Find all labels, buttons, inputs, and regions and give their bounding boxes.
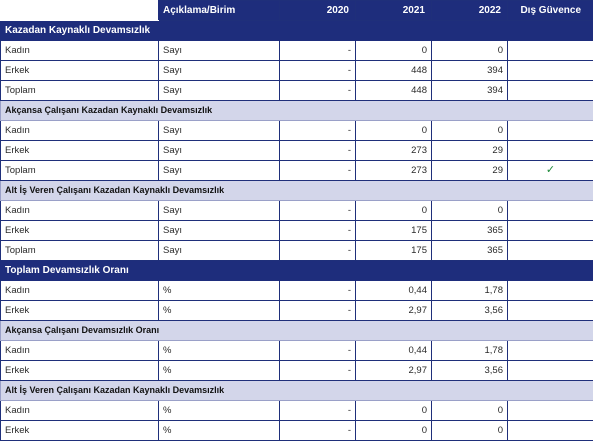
value-2020: -	[280, 221, 356, 241]
value-2022: 29	[432, 161, 508, 181]
table-row	[1, 241, 593, 261]
header-year-2021: 2021	[356, 1, 432, 21]
row-label: Toplam	[1, 81, 159, 101]
external-assurance-check	[508, 61, 593, 81]
value-2022: 3,56	[432, 301, 508, 321]
value-2020: -	[280, 41, 356, 61]
row-unit: Sayı	[159, 141, 280, 161]
external-assurance-check	[508, 81, 593, 101]
section-header-row	[1, 381, 593, 401]
value-2020: -	[280, 361, 356, 381]
value-2022: 0	[432, 41, 508, 61]
value-2021: 0	[356, 41, 432, 61]
value-2021: 2,97	[356, 301, 432, 321]
external-assurance-check	[508, 121, 593, 141]
value-2022: 29	[432, 141, 508, 161]
value-2022: 394	[432, 81, 508, 101]
value-2022: 365	[432, 221, 508, 241]
row-unit: %	[159, 341, 280, 361]
external-assurance-check: ✓	[508, 161, 593, 181]
row-label: Toplam	[1, 161, 159, 181]
external-assurance-check	[508, 201, 593, 221]
table-row	[1, 281, 593, 301]
external-assurance-check	[508, 301, 593, 321]
table-row	[1, 421, 593, 441]
row-label: Erkek	[1, 301, 159, 321]
row-unit: Sayı	[159, 41, 280, 61]
value-2021: 448	[356, 61, 432, 81]
external-assurance-check	[508, 221, 593, 241]
row-unit: Sayı	[159, 121, 280, 141]
row-unit: Sayı	[159, 221, 280, 241]
header-year-2022: 2022	[432, 1, 508, 21]
row-unit: Sayı	[159, 201, 280, 221]
value-2021: 273	[356, 141, 432, 161]
external-assurance-check	[508, 141, 593, 161]
row-unit: %	[159, 361, 280, 381]
value-2022: 1,78	[432, 341, 508, 361]
value-2020: -	[280, 161, 356, 181]
value-2022: 3,56	[432, 361, 508, 381]
value-2022: 0	[432, 401, 508, 421]
table-row	[1, 341, 593, 361]
section-header-row	[1, 261, 593, 281]
value-2022: 0	[432, 201, 508, 221]
value-2021: 2,97	[356, 361, 432, 381]
section-title: Alt İş Veren Çalışanı Kazadan Kaynaklı Devamsızlık	[1, 381, 593, 401]
section-title: Akçansa Çalışanı Kazadan Kaynaklı Devamsızlık	[1, 101, 593, 121]
section-header-row	[1, 181, 593, 201]
external-assurance-check	[508, 241, 593, 261]
external-assurance-check	[508, 361, 593, 381]
table-row	[1, 301, 593, 321]
section-header-row	[1, 321, 593, 341]
table-row	[1, 41, 593, 61]
section-title: Kazadan Kaynaklı Devamsızlık	[1, 21, 593, 41]
table-header-row	[1, 1, 593, 21]
value-2021: 175	[356, 221, 432, 241]
value-2020: -	[280, 121, 356, 141]
row-label: Erkek	[1, 361, 159, 381]
row-unit: Sayı	[159, 81, 280, 101]
external-assurance-check	[508, 41, 593, 61]
table-body	[1, 21, 593, 441]
row-unit: %	[159, 401, 280, 421]
row-unit: %	[159, 281, 280, 301]
value-2020: -	[280, 281, 356, 301]
external-assurance-check	[508, 421, 593, 441]
table-row	[1, 361, 593, 381]
value-2021: 448	[356, 81, 432, 101]
section-title: Akçansa Çalışanı Devamsızlık Oranı	[1, 321, 593, 341]
table-row	[1, 201, 593, 221]
row-label: Erkek	[1, 61, 159, 81]
row-label: Erkek	[1, 221, 159, 241]
row-label: Kadın	[1, 41, 159, 61]
value-2021: 0,44	[356, 281, 432, 301]
table-row	[1, 61, 593, 81]
value-2021: 0	[356, 421, 432, 441]
value-2021: 0	[356, 121, 432, 141]
external-assurance-check	[508, 281, 593, 301]
header-description: Açıklama/Birim	[159, 1, 280, 21]
value-2021: 0,44	[356, 341, 432, 361]
section-title: Toplam Devamsızlık Oranı	[1, 261, 593, 281]
header-external-assurance: Dış Güvence	[508, 1, 593, 21]
row-unit: %	[159, 301, 280, 321]
section-title: Alt İş Veren Çalışanı Kazadan Kaynaklı Devamsızlık	[1, 181, 593, 201]
value-2020: -	[280, 421, 356, 441]
value-2021: 0	[356, 401, 432, 421]
value-2020: -	[280, 401, 356, 421]
row-label: Kadın	[1, 401, 159, 421]
table-row	[1, 401, 593, 421]
value-2020: -	[280, 81, 356, 101]
value-2022: 394	[432, 61, 508, 81]
table-row	[1, 161, 593, 181]
row-unit: Sayı	[159, 161, 280, 181]
row-label: Kadın	[1, 121, 159, 141]
row-label: Erkek	[1, 421, 159, 441]
value-2020: -	[280, 301, 356, 321]
row-unit: Sayı	[159, 241, 280, 261]
value-2021: 273	[356, 161, 432, 181]
row-unit: Sayı	[159, 61, 280, 81]
table-row	[1, 121, 593, 141]
table-row	[1, 81, 593, 101]
value-2021: 0	[356, 201, 432, 221]
header-year-2020: 2020	[280, 1, 356, 21]
value-2020: -	[280, 61, 356, 81]
row-label: Kadın	[1, 341, 159, 361]
row-label: Erkek	[1, 141, 159, 161]
value-2022: 1,78	[432, 281, 508, 301]
value-2020: -	[280, 201, 356, 221]
table-row	[1, 141, 593, 161]
value-2022: 0	[432, 121, 508, 141]
value-2022: 0	[432, 421, 508, 441]
section-header-row	[1, 21, 593, 41]
section-header-row	[1, 101, 593, 121]
value-2020: -	[280, 241, 356, 261]
value-2022: 365	[432, 241, 508, 261]
external-assurance-check	[508, 341, 593, 361]
header-blank-cell	[1, 1, 159, 21]
row-label: Toplam	[1, 241, 159, 261]
value-2020: -	[280, 341, 356, 361]
table-row	[1, 221, 593, 241]
value-2021: 175	[356, 241, 432, 261]
row-label: Kadın	[1, 281, 159, 301]
value-2020: -	[280, 141, 356, 161]
row-unit: %	[159, 421, 280, 441]
external-assurance-check	[508, 401, 593, 421]
row-label: Kadın	[1, 201, 159, 221]
